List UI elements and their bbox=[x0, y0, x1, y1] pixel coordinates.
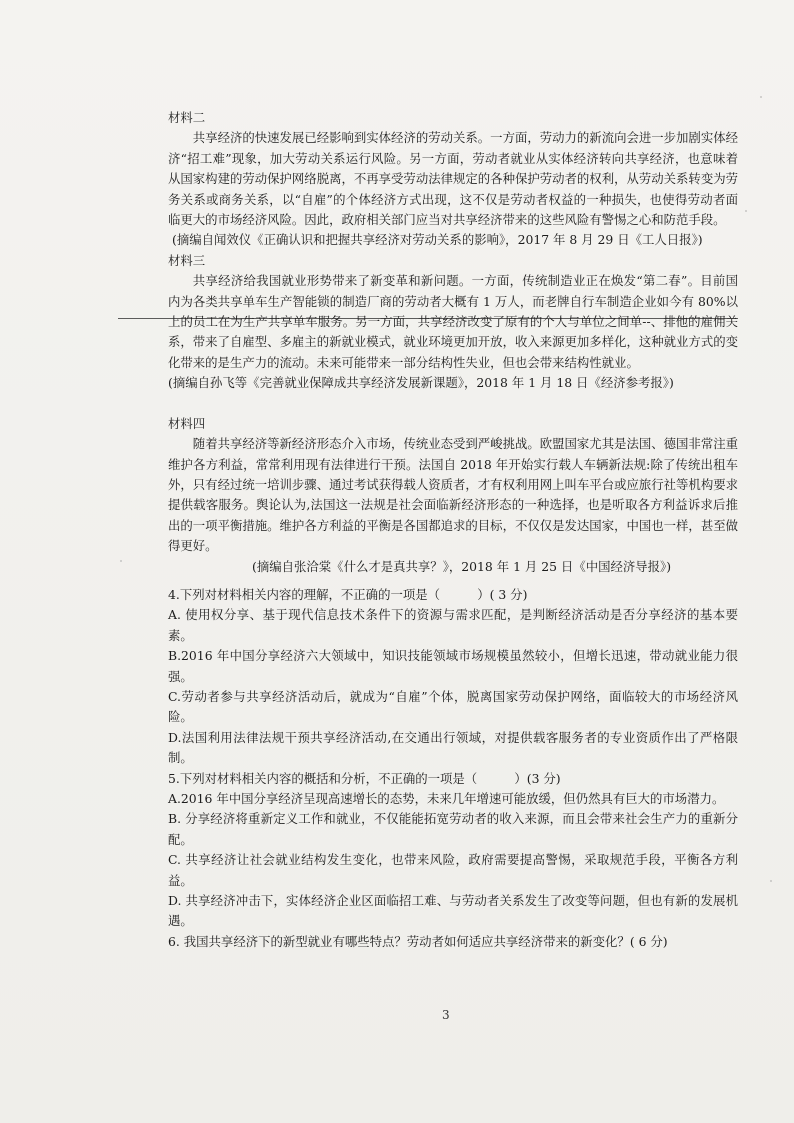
spacer bbox=[168, 394, 738, 414]
material-2 bbox=[168, 108, 738, 251]
material-4-source: (摘编自张洽棠《什么才是真共享？》，2018 年 1 月 25 日《中国经济导报》) bbox=[252, 558, 672, 574]
scan-speck bbox=[770, 880, 772, 882]
scan-speck bbox=[120, 560, 122, 562]
document-body bbox=[168, 108, 738, 952]
page-number: 3 bbox=[442, 1008, 450, 1022]
question-5-title: 5.下列对材料相关内容的概括和分析，不正确的一项是（ ）(3 分) bbox=[168, 770, 561, 786]
question-5-option-d: D. 共享经济冲击下，实体经济企业区面临招工难、与劳动者关系发生了改变等问题，但也有新的发展机遇。 bbox=[168, 893, 738, 929]
scan-speck bbox=[760, 96, 762, 98]
material-2-heading: 材料二 bbox=[168, 110, 206, 125]
question-5-option-b: B. 分享经济将重新定义工作和就业，不仅能能拓宽劳动者的收入来源，而且会带来社会生产力的重新分配。 bbox=[168, 811, 738, 847]
material-3-paragraph: 共享经济给我国就业形势带来了新变革和新问题。一方面，传统制造业正在焕发“第二春”。目前国内为各类共享单车生产智能锁的制造厂商的劳动者大概有 1 万人，而老牌自行车制造企业如今有 80%以上的员工在为生产共享单车服务。另一方面，共享经济改变了原有的个人与单位之间单--、排他的雇佣关系，带来了自雇型、多雇主的新就业模式，就业环境更加开放，收入来源更加多样化，这种就业方式的变化带来的是生产力的流动。未来可能带来一部分结构性失业，但也会带来结构性就业。 bbox=[168, 273, 738, 370]
material-2-paragraph: 共享经济的快速发展已经影响到实体经济的劳动关系。一方面，劳动力的新流向会进一步加剧实体经济“招工难”现象，加大劳动关系运行风险。另一方面，劳动者就业从实体经济转向共享经济，也意味着从国家构建的劳动保护网络脱离，不再享受劳动法律规定的各种保护劳动者的权利，从劳动关系转变为劳务关系或商务关系，以“自雇”的个体经济方式出现，这不仅是劳动者权益的一种损失，也使得劳动者面临更大的市场经济风险。因此，政府相关部门应当对共享经济带来的这些风险有警惕之心和防范手段。 bbox=[168, 130, 738, 228]
material-4-heading: 材料四 bbox=[168, 415, 206, 431]
spacer bbox=[168, 577, 738, 585]
material-3 bbox=[168, 251, 738, 394]
question-5-option-c: C. 共享经济让社会就业结构发生变化，也带来风险，政府需要提高警惕，采取规范手段，平衡各方利益。 bbox=[168, 852, 738, 888]
question-4-option-b: B.2016 年中国分享经济六大领域中，知识技能领域市场规模虽然较小，但增长迅速，带动就业能力很强。 bbox=[168, 648, 738, 684]
scan-speck bbox=[745, 210, 747, 212]
material-4 bbox=[168, 414, 738, 577]
question-4 bbox=[168, 585, 738, 769]
question-4-option-c: C.劳动者参与共享经济活动后，就成为“自雇”个体，脱离国家劳动保护网络，面临较大的市场经济风险。 bbox=[168, 688, 738, 725]
material-3-heading: 材料三 bbox=[168, 252, 206, 268]
question-4-option-a: A. 使用权分享、基于现代信息技术条件下的资源与需求匹配，是判断经济活动是否分享经济的基本要素。 bbox=[168, 607, 738, 643]
material-2-source: (摘编自闻效仪《正确认识和把握共享经济对劳动关系的影响》，2017 年 8 月 29 日《工人日报》) bbox=[172, 232, 703, 248]
question-5 bbox=[168, 769, 738, 932]
material-4-paragraph: 随着共享经济等新经济形态介入市场，传统业态受到严峻挑战。欧盟国家尤其是法国、德国非常注重维护各方利益，常常利用现有法律进行干预。法国自 2018 年开始实行载人车辆新法规:除了传统出租车外，只有经过统一培训步骤、通过考试获得载人资质者，才有权利用网上叫车平台或应旅行社等机构要求提供载客服务。舆论认为,法国这一法规是社会面临新经济形态的一种选择，也是听取各方利益诉求后推出的一项平衡措施。维护各方利益的平衡是各国都追求的目标，不仅仅是发达国家，中国也一样，甚至做得更好。 bbox=[168, 436, 738, 554]
question-4-option-d: D.法国利用法律法规干预共享经济活动,在交通出行领域，对提供载客服务者的专业资质作出了严格限制。 bbox=[168, 729, 738, 766]
question-5-option-a: A.2016 年中国分享经济呈现高速增长的态势，未来几年增速可能放缓，但仍然具有巨大的市场潜力。 bbox=[168, 791, 725, 806]
material-3-source: (摘编自孙飞等《完善就业保障成共享经济发展新课题》，2018 年 1 月 18 日《经济参考报》) bbox=[168, 375, 674, 391]
question-6 bbox=[168, 932, 738, 952]
question-6-title: 6. 我国共享经济下的新型就业有哪些特点？劳动者如何适应共享经济带来的新变化？( 6 分) bbox=[168, 933, 668, 949]
question-4-title: 4.下列对材料相关内容的理解，不正确的一项是（ ）( 3 分) bbox=[168, 586, 528, 602]
